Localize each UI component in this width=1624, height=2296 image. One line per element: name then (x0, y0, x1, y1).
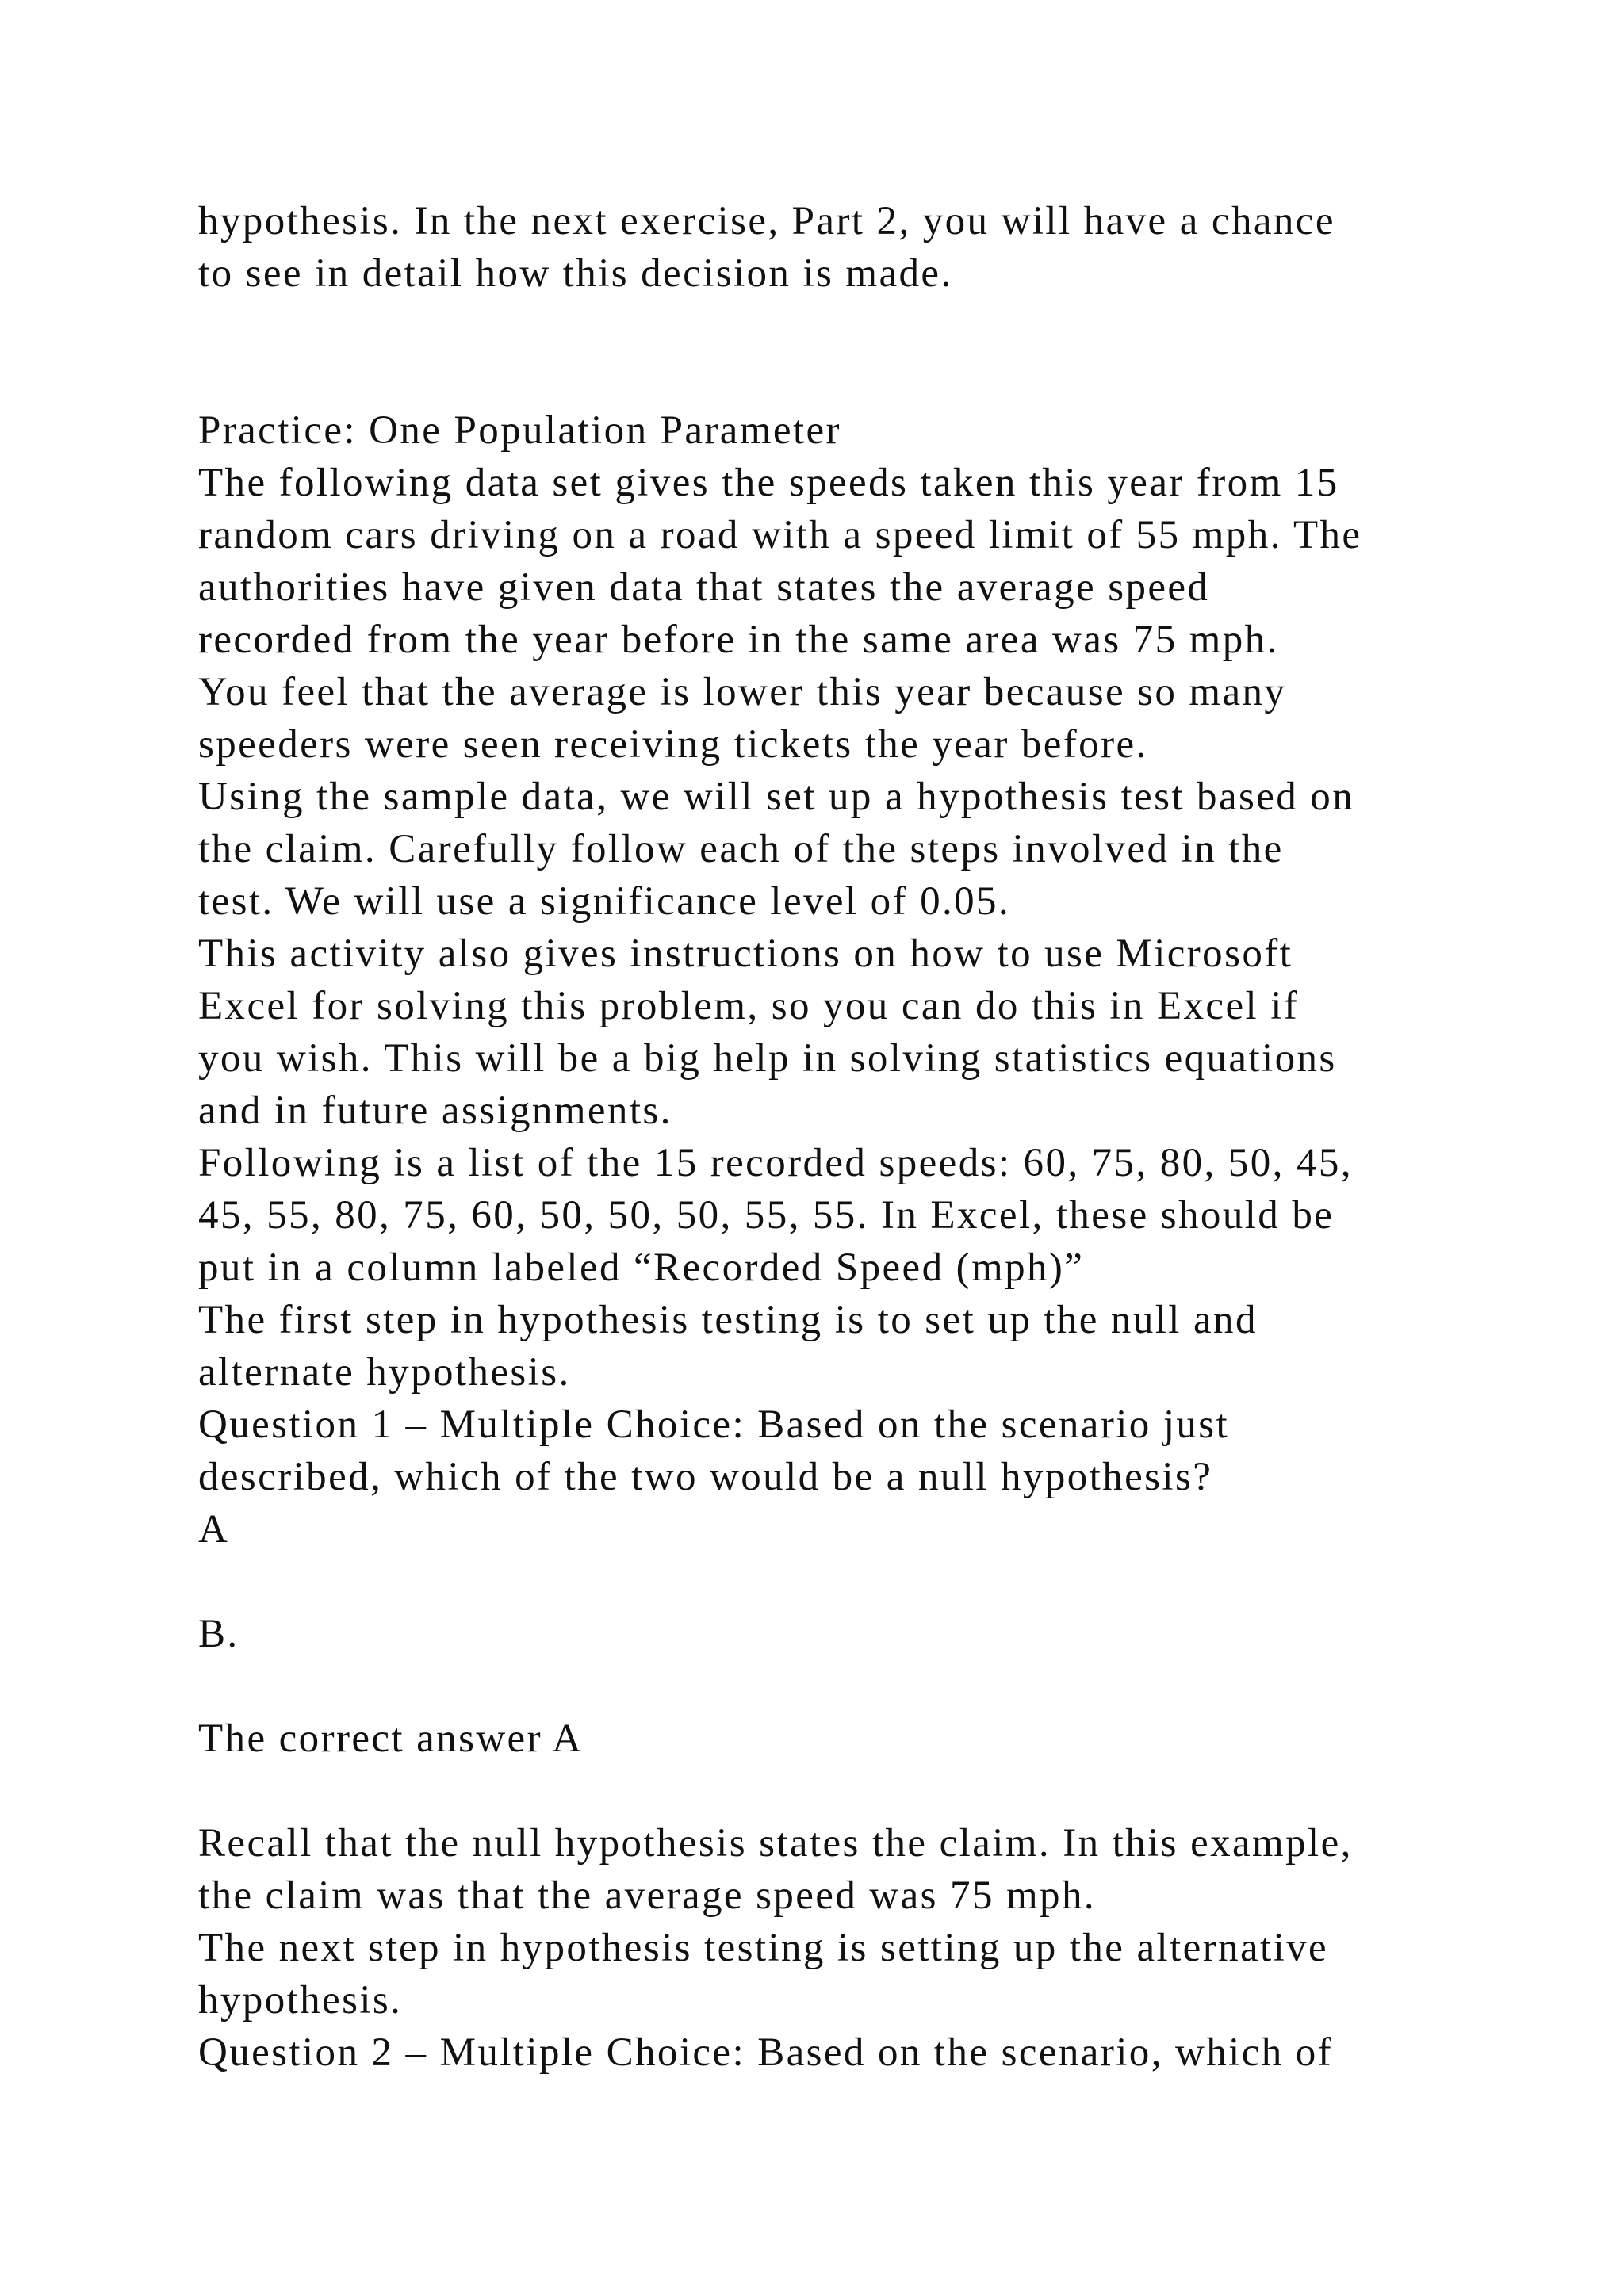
section-heading: Practice: One Population Parameter (198, 408, 841, 453)
scenario-line: The first step in hypothesis testing is to set up the null and (198, 1298, 1258, 1342)
scenario-line: speeders were seen receiving tickets the year before. (198, 722, 1148, 767)
explanation-line: the claim was that the average speed was 75 mph. (198, 1873, 1097, 1918)
question-2-line: Question 2 – Multiple Choice: Based on the scenario, which of (198, 2030, 1334, 2075)
paragraph-gap (198, 1556, 1499, 1608)
scenario-line: test. We will use a significance level of 0.05. (198, 879, 1011, 924)
scenario-line: alternate hypothesis. (198, 1350, 571, 1395)
option-a-label: A (198, 1507, 230, 1552)
scenario-line: authorities have given data that states the average speed (198, 565, 1210, 610)
scenario-line: recorded from the year before in the same area was 75 mph. (198, 618, 1279, 662)
intro-line: hypothesis. In the next exercise, Part 2, you will have a chance (198, 199, 1335, 243)
paragraph-gap (198, 300, 1499, 404)
scenario-line: The following data set gives the speeds taken this year from 15 (198, 461, 1339, 505)
explanation-line: hypothesis. (198, 1978, 403, 2022)
scenario-line: the claim. Carefully follow each of the steps involved in the (198, 827, 1284, 871)
scenario-line: you wish. This will be a big help in solving statistics equations (198, 1036, 1337, 1081)
scenario-line: Excel for solving this problem, so you can do this in Excel if (198, 984, 1300, 1028)
scenario-line: You feel that the average is lower this year because so many (198, 670, 1287, 714)
scenario-line: random cars driving on a road with a speed limit of 55 mph. The (198, 513, 1362, 557)
question-1-line: described, which of the two would be a null hypothesis? (198, 1455, 1213, 1499)
scenario-line: and in future assignments. (198, 1089, 672, 1133)
scenario-line: Following is a list of the 15 recorded speeds: 60, 75, 80, 50, 45, (198, 1141, 1353, 1185)
paragraph-gap (198, 1765, 1499, 1817)
option-b-label: B. (198, 1612, 239, 1656)
scenario-line: This activity also gives instructions on how to use Microsoft (198, 932, 1293, 976)
scenario-line: put in a column labeled “Recorded Speed (mph)” (198, 1246, 1085, 1290)
explanation-line: Recall that the null hypothesis states the claim. In this example, (198, 1821, 1353, 1866)
explanation-line: The next step in hypothesis testing is setting up the alternative (198, 1926, 1329, 1970)
correct-answer: The correct answer A (198, 1716, 584, 1761)
question-1-line: Question 1 – Multiple Choice: Based on the scenario just (198, 1402, 1230, 1447)
intro-line: to see in detail how this decision is made. (198, 251, 953, 296)
scenario-line: Using the sample data, we will set up a hypothesis test based on (198, 775, 1355, 819)
paragraph-gap (198, 1660, 1499, 1712)
document-body (198, 195, 1499, 2079)
scenario-line: 45, 55, 80, 75, 60, 50, 50, 50, 55, 55. In Excel, these should be (198, 1193, 1335, 1238)
